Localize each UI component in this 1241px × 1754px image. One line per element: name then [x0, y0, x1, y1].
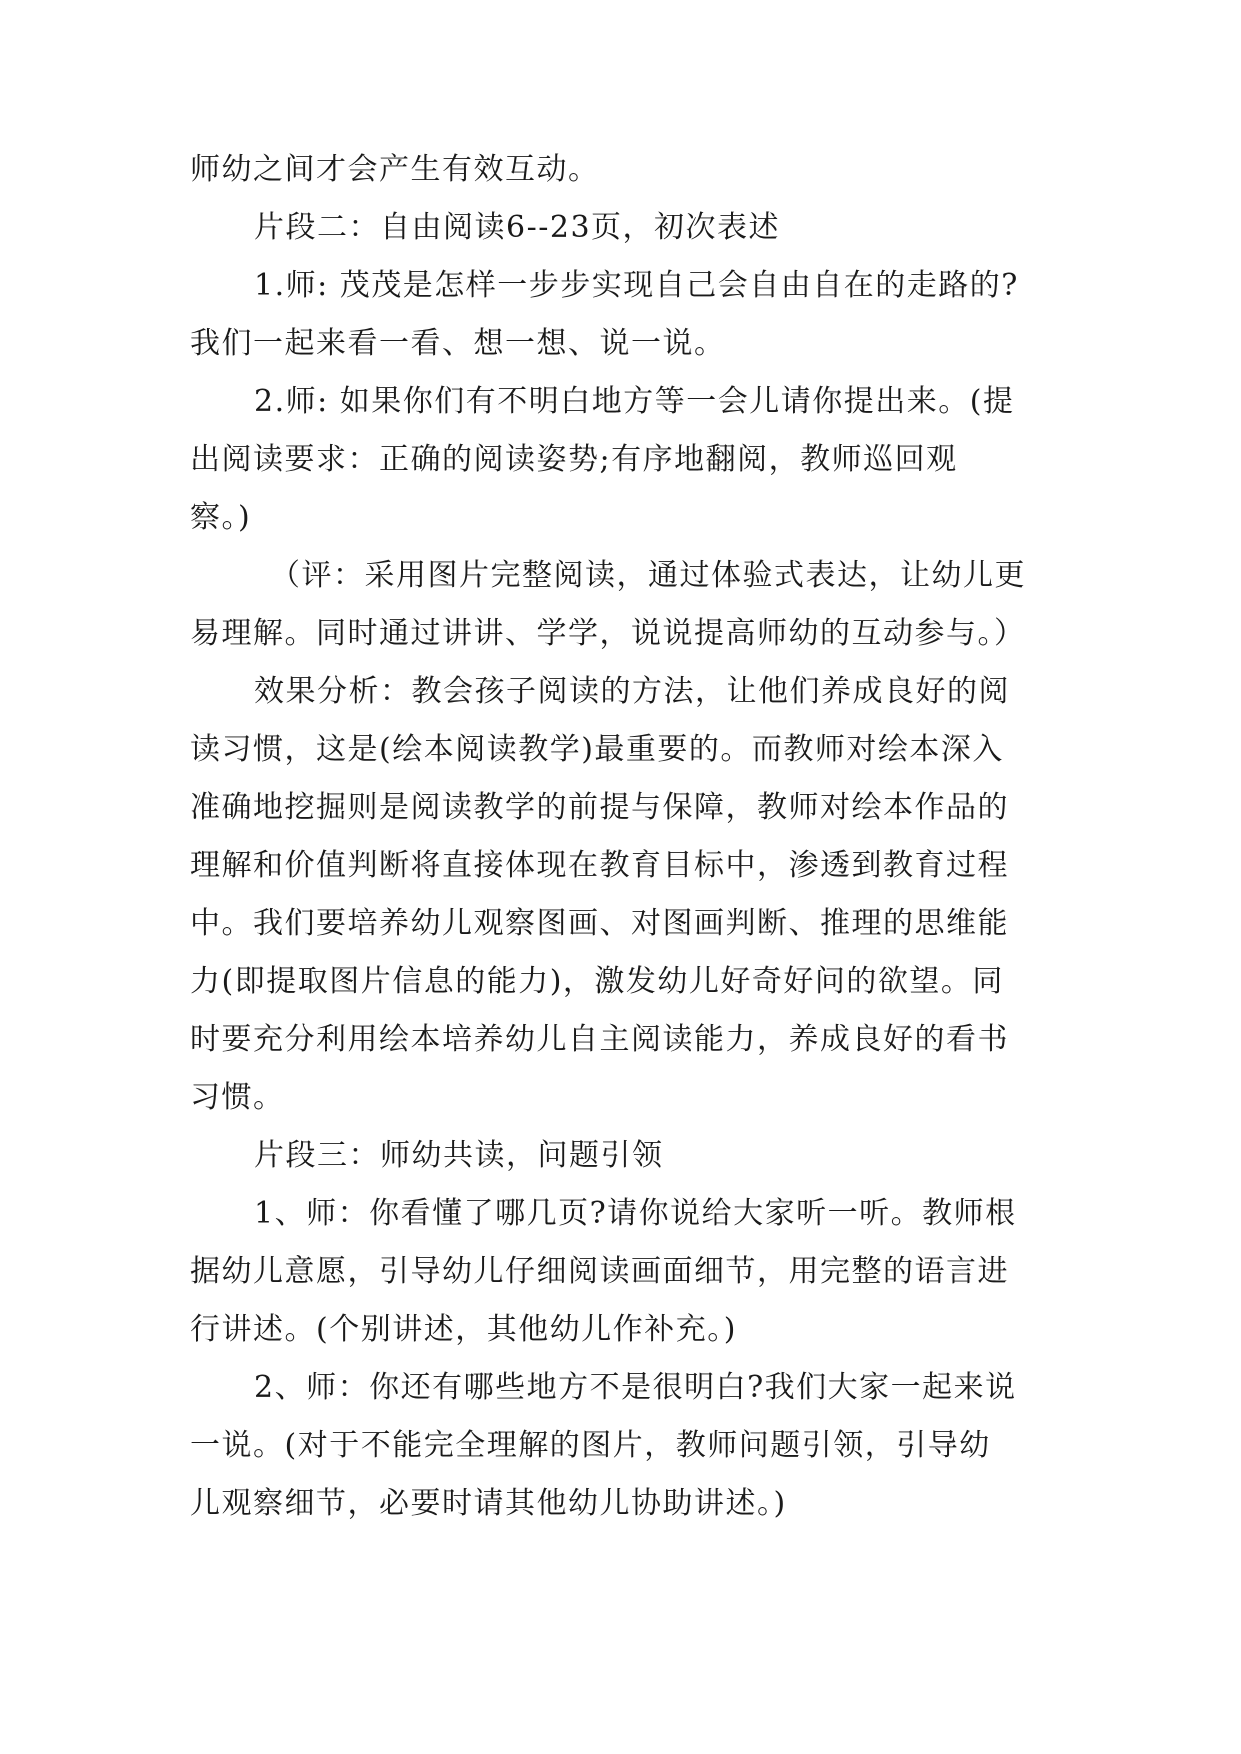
paragraph-line: 我们一起来看一看、想一想、说一说。	[190, 326, 726, 361]
section-heading: 片段三：师幼共读，问题引领	[254, 1138, 664, 1173]
paragraph-line: 儿观察细节，必要时请其他幼儿协助讲述。)	[190, 1486, 787, 1521]
paragraph-line: 行讲述。(个别讲述，其他幼儿作补充。)	[190, 1312, 737, 1347]
paragraph-line: 师幼之间才会产生有效互动。	[190, 152, 600, 187]
paragraph-line: 一说。(对于不能完全理解的图片，教师问题引领，引导幼	[190, 1428, 991, 1463]
paragraph-line: 据幼儿意愿，引导幼儿仔细阅读画面细节，用完整的语言进	[190, 1254, 1009, 1289]
section-heading: 片段二：自由阅读6--23页，初次表述	[254, 210, 781, 245]
evaluation-line: 易理解。同时通过讲讲、学学，说说提高师幼的互动参与。）	[190, 616, 1026, 651]
paragraph-line: 读习惯，这是(绘本阅读教学)最重要的。而教师对绘本深入	[190, 732, 1004, 767]
paragraph-line: 1.师: 茂茂是怎样一步步实现自己会自由自在的走路的?	[254, 268, 1019, 303]
paragraph-line: 2.师: 如果你们有不明白地方等一会儿请你提出来。(提	[254, 384, 1015, 419]
paragraph-line: 1、师：你看懂了哪几页?请你说给大家听一听。教师根	[254, 1196, 1017, 1231]
paragraph-line: 察。)	[190, 500, 252, 535]
paragraph-line: 2、师：你还有哪些地方不是很明白?我们大家一起来说	[254, 1370, 1017, 1405]
paragraph-line: 时要充分利用绘本培养幼儿自主阅读能力，养成良好的看书	[190, 1022, 1009, 1057]
paragraph-line: 理解和价值判断将直接体现在教育目标中，渗透到教育过程	[190, 848, 1009, 883]
paragraph-line: 效果分析：教会孩子阅读的方法，让他们养成良好的阅	[254, 674, 1010, 709]
paragraph-line: 力(即提取图片信息的能力)，激发幼儿好奇好问的欲望。同	[190, 964, 1004, 999]
evaluation-line: （评：采用图片完整阅读，通过体验式表达，让幼儿更	[270, 558, 1026, 593]
paragraph-line: 准确地挖掘则是阅读教学的前提与保障，教师对绘本作品的	[190, 790, 1009, 825]
paragraph-line: 习惯。	[190, 1080, 285, 1115]
paragraph-line: 中。我们要培养幼儿观察图画、对图画判断、推理的思维能	[190, 906, 1009, 941]
paragraph-line: 出阅读要求：正确的阅读姿势;有序地翻阅，教师巡回观	[190, 442, 958, 477]
